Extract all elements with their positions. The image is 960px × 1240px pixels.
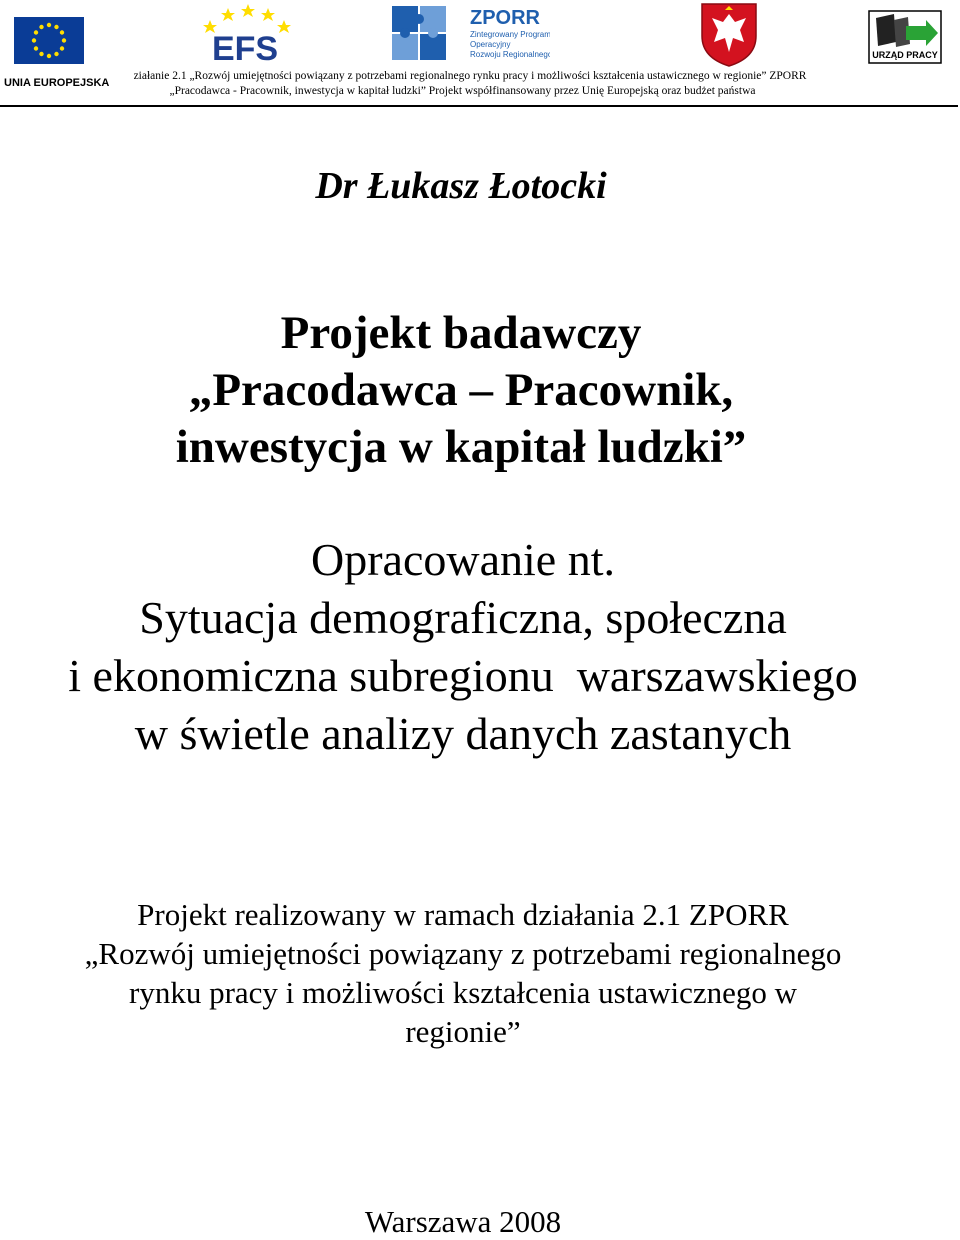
title-line: inwestycja w kapitał ludzki” — [175, 421, 747, 473]
note-line: Projekt realizowany w ramach działania 2.1 ZPORR — [137, 897, 789, 932]
subtitle-line: Sytuacja demograficzna, społeczna — [139, 592, 787, 643]
zporr-logo-line1: Zintegrowany Program — [470, 30, 550, 39]
subtitle-line: w świetle analizy danych zastanych — [134, 708, 792, 759]
efs-logo-text: EFS — [211, 30, 279, 66]
place-and-year: Warszawa 2008 — [364, 1204, 562, 1239]
header-divider — [0, 105, 958, 107]
project-note — [0, 895, 926, 1051]
note-line: rynku pracy i możliwości kształcenia ustawicznego w — [129, 975, 797, 1010]
header-program-line: ziałanie 2.1 „Rozwój umiejętności powiązany z potrzebami regionalnego rynku pracy i możliwości kształcenia ustawicznego w regionie” ZPORR — [133, 70, 807, 82]
zporr-logo-line2: Operacyjny — [470, 40, 511, 49]
subtitle-line: Opracowanie nt. — [311, 534, 615, 585]
document-header — [0, 0, 960, 108]
subtitle-line: i ekonomiczna subregionu warszawskiego — [68, 650, 858, 701]
eu-label: UNIA EUROPEJSKA — [4, 77, 110, 89]
note-line: „Rozwój umiejętności powiązany z potrzebami regionalnego — [84, 936, 842, 971]
urzad-pracy-label: URZĄD PRACY — [872, 50, 938, 60]
zporr-logo — [390, 2, 550, 66]
efs-logo — [198, 2, 292, 66]
header-project-line: „Pracodawca - Pracownik, inwestycja w kapitał ludzki” Projekt współfinansowany przez Unię Europejską oraz budżet państwa — [169, 85, 756, 97]
puzzle-icon — [392, 6, 446, 60]
document-title — [0, 305, 922, 476]
title-line: „Pracodawca – Pracownik, — [188, 364, 734, 416]
note-line: regionie” — [405, 1014, 521, 1049]
urzad-pracy-logo — [868, 10, 942, 64]
eu-flag-icon — [14, 17, 84, 64]
mazovia-crest-icon — [698, 0, 760, 68]
document-subtitle — [0, 531, 926, 763]
title-line: Projekt badawczy — [280, 307, 642, 359]
author-name: Dr Łukasz Łotocki — [315, 165, 607, 207]
zporr-logo-line3: Rozwoju Regionalnego — [470, 50, 550, 59]
zporr-logo-title: ZPORR — [470, 7, 540, 29]
